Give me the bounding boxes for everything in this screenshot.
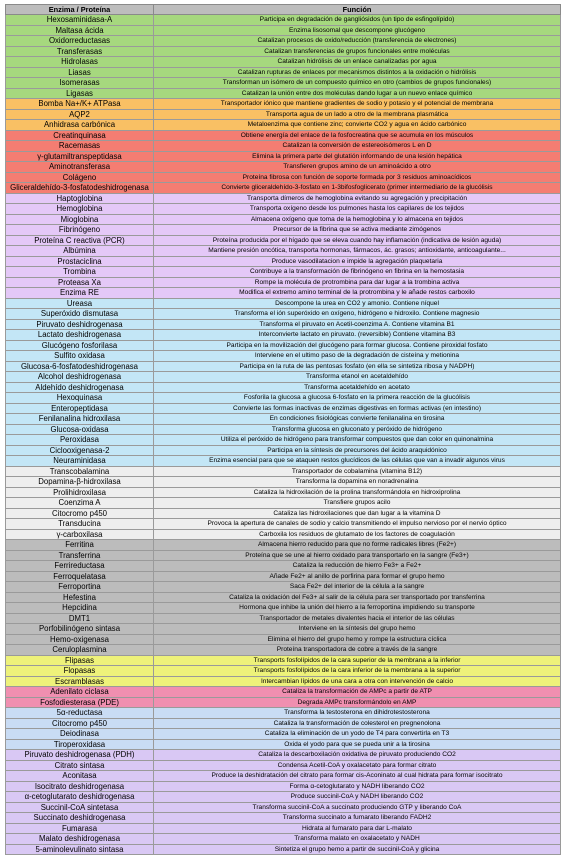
table-row (6, 466, 561, 477)
enzyme-name-cell: 5α-reductasa (6, 708, 154, 719)
function-cell: Proteína producida por el hígado que se eleva cuando hay inflamación (indicativa de lesión aguda) (154, 235, 561, 246)
enzyme-name-cell: Aminotransferasa (6, 162, 154, 173)
function-cell: Participa en la movilización del glucógeno para formar glucosa. Contiene piroxidal fosfato (154, 340, 561, 351)
table-row (6, 267, 561, 278)
table-row (6, 88, 561, 99)
function-cell: Catalizan procesos de oxido/reducción (transferencia de electrones) (154, 36, 561, 47)
enzyme-name-cell: Coenzima A (6, 498, 154, 509)
table-row (6, 361, 561, 372)
enzyme-name-cell: Prolihidroxilasa (6, 487, 154, 498)
function-cell: Transforman un isómero de un compuesto químico en otro (cambios de grupos funcionales) (154, 78, 561, 89)
enzyme-name-cell: Hexosaminidasa-A (6, 15, 154, 26)
function-cell: Interviene en la síntesis del grupo hemo (154, 624, 561, 635)
header-enzyme-protein: Enzima / Proteína (6, 5, 154, 15)
table-row (6, 634, 561, 645)
function-cell: Cataliza la reducción de hierro Fe3+ a Fe2+ (154, 561, 561, 572)
function-cell: Catalizan rupturas de enlaces por mecanismos distintos a la oxidación o hidrólisis (154, 67, 561, 78)
enzyme-name-cell: Enzima RE (6, 288, 154, 299)
enzyme-name-cell: Hexoquinasa (6, 393, 154, 404)
function-cell: Catalizan la conversión de estereoisómeros L en D (154, 141, 561, 152)
enzyme-name-cell: Succinato deshidrogenasa (6, 813, 154, 824)
enzyme-name-cell: Ferroquelatasa (6, 571, 154, 582)
header-function: Función (154, 5, 561, 15)
enzyme-name-cell: Ferritina (6, 540, 154, 551)
enzyme-name-cell: Ferrireductasa (6, 561, 154, 572)
table-row (6, 760, 561, 771)
function-cell: Transforma glucosa en gluconato y peróxido de hidrógeno (154, 424, 561, 435)
table-row (6, 277, 561, 288)
table-row (6, 792, 561, 803)
table-row (6, 561, 561, 572)
function-cell: Transforma el piruvato en Acetil-coenzima A. Contiene vitamina B1 (154, 319, 561, 330)
enzyme-name-cell: Citocromo p450 (6, 718, 154, 729)
table-row (6, 225, 561, 236)
function-cell: Rompe la molécula de protrombina para dar lugar a la trombina activa (154, 277, 561, 288)
function-cell: Transporta agua de un lado a otro de la membrana plasmática (154, 109, 561, 120)
table-row (6, 697, 561, 708)
enzyme-name-cell: Bomba Na+/K+ ATPasa (6, 99, 154, 110)
table-row (6, 802, 561, 813)
table-row (6, 613, 561, 624)
table-row (6, 309, 561, 320)
enzyme-name-cell: Ferroportina (6, 582, 154, 593)
function-cell: Añade Fe2+ al anillo de porfirina para formar el grupo hemo (154, 571, 561, 582)
table-row (6, 519, 561, 530)
table-row (6, 823, 561, 834)
enzyme-name-cell: Adenilato ciclasa (6, 687, 154, 698)
enzyme-name-cell: Ceruloplasmina (6, 645, 154, 656)
enzyme-name-cell: Fosfodiesterasa (PDE) (6, 697, 154, 708)
function-cell: Cataliza la transformación de AMPc a partir de ATP (154, 687, 561, 698)
enzyme-name-cell: Albúmina (6, 246, 154, 257)
function-cell: Enzima esencial para que se ataquen restos glucídicos de las células que van a invadir algunos virus (154, 456, 561, 467)
function-cell: Transfieren grupos amino de un aminoácido a otro (154, 162, 561, 173)
enzyme-name-cell: Hemoglobina (6, 204, 154, 215)
enzyme-name-cell: DMT1 (6, 613, 154, 624)
enzyme-name-cell: Aconitasa (6, 771, 154, 782)
enzyme-name-cell: Flipasas (6, 655, 154, 666)
table-row (6, 403, 561, 414)
table-row (6, 162, 561, 173)
function-cell: Transforma succinato a fumarato liberando FADH2 (154, 813, 561, 824)
enzyme-name-cell: Haptoglobina (6, 193, 154, 204)
enzyme-name-cell: Deiodinasa (6, 729, 154, 740)
table-row (6, 487, 561, 498)
table-row (6, 351, 561, 362)
function-cell: Fosforila la glucosa a glucosa 6-fosfato en la primera reacción de la glucólisis (154, 393, 561, 404)
table-row (6, 130, 561, 141)
table-row (6, 844, 561, 855)
table-row (6, 435, 561, 446)
table-row (6, 172, 561, 183)
enzyme-name-cell: Ligasas (6, 88, 154, 99)
function-cell: Cataliza la hidroxilación de la prolina transformándola en hidroxiprolina (154, 487, 561, 498)
enzyme-name-cell: Fibrinógeno (6, 225, 154, 236)
enzyme-name-cell: Colágeno (6, 172, 154, 183)
enzyme-name-cell: Glucosa-6-fosfatodeshidrogenasa (6, 361, 154, 372)
function-cell: Participa en degradación de gangliósidos (un tipo de esfingolípido) (154, 15, 561, 26)
enzyme-name-cell: Hemo-oxigenasa (6, 634, 154, 645)
enzyme-name-cell: Flopasas (6, 666, 154, 677)
table-row (6, 498, 561, 509)
function-cell: Utiliza el peróxido de hidrógeno para transformar compuestos que dan color en quinonalmina (154, 435, 561, 446)
function-cell: Produce la deshidratación del citrato para formar cis-Aconinato al cual hidrata para formar isocitrato (154, 771, 561, 782)
enzyme-name-cell: Piruvato deshidrogenasa (PDH) (6, 750, 154, 761)
function-cell: Transforma acetaldehído en acetato (154, 382, 561, 393)
function-cell: Degrada AMPc transformándolo en AMP (154, 697, 561, 708)
table-row (6, 771, 561, 782)
enzyme-name-cell: Citocromo p450 (6, 508, 154, 519)
function-cell: Transforma el ión superóxido en oxígeno, hidrógeno e hidroxilo. Contiene magnesio (154, 309, 561, 320)
table-row (6, 813, 561, 824)
table-row (6, 582, 561, 593)
table-row (6, 666, 561, 677)
function-cell: Proteína fibrosa con función de soporte formada por 3 residuos aminoacídicos (154, 172, 561, 183)
table-row (6, 624, 561, 635)
enzyme-function-table (5, 4, 561, 855)
enzyme-name-cell: Aldehído deshidrogenasa (6, 382, 154, 393)
enzyme-name-cell: Liasas (6, 67, 154, 78)
enzyme-name-cell: Prostaciclina (6, 256, 154, 267)
function-cell: Transforma malato en oxalacetato y NADH (154, 834, 561, 845)
table-row (6, 36, 561, 47)
table-row (6, 424, 561, 435)
table-row (6, 655, 561, 666)
function-cell: Transfiere grupos acilo (154, 498, 561, 509)
enzyme-name-cell: Creatinquinasa (6, 130, 154, 141)
function-cell: Cataliza la transformación de colesterol en pregnenolona (154, 718, 561, 729)
enzyme-name-cell: Alcohol deshidrogenasa (6, 372, 154, 383)
function-cell: Contribuye a la transformación de fibrinógeno en fibrina en la hemostasia (154, 267, 561, 278)
function-cell: Provoca la apertura de canales de sodio y calcio transmitiendo el impulso nervioso por el nervio óptico (154, 519, 561, 530)
table-row (6, 645, 561, 656)
table-row (6, 67, 561, 78)
table-row (6, 330, 561, 341)
table-row (6, 676, 561, 687)
table-row (6, 477, 561, 488)
table-row (6, 414, 561, 425)
enzyme-name-cell: Porfobilinógeno sintasa (6, 624, 154, 635)
table-row (6, 834, 561, 845)
function-cell: Enzima lisosomal que descompone glucógeno (154, 25, 561, 36)
function-cell: Descompone la urea en CO2 y amonio. Contiene níquel (154, 298, 561, 309)
function-cell: Hormona que inhibe la unión del hierro a la ferroportina impidiendo su transporte (154, 603, 561, 614)
function-cell: Cataliza la oxidación del Fe3+ al salir de la célula para ser transportado por transferrina (154, 592, 561, 603)
table-row (6, 718, 561, 729)
enzyme-name-cell: Hepcidina (6, 603, 154, 614)
table-row (6, 235, 561, 246)
table-row (6, 750, 561, 761)
function-cell: Almacena hierro reducido para que no forme radicales libres (Fe2+) (154, 540, 561, 551)
table-row (6, 298, 561, 309)
table-row (6, 382, 561, 393)
function-cell: Precursor de la fibrina que se activa mediante zimógenos (154, 225, 561, 236)
function-cell: Transforma succinil-CoA a succinato produciendo GTP y liberando CoA (154, 802, 561, 813)
table-row (6, 246, 561, 257)
enzyme-name-cell: Isomerasas (6, 78, 154, 89)
table-body (6, 15, 561, 855)
enzyme-name-cell: α-cetoglutarato deshidrogenasa (6, 792, 154, 803)
function-cell: Saca Fe2+ del interior de la célula a la sangre (154, 582, 561, 593)
enzyme-name-cell: Fumarasa (6, 823, 154, 834)
function-cell: Proteína que se une al hierro oxidado para transportarlo en la sangre (Fe3+) (154, 550, 561, 561)
function-cell: Cataliza las hidroxilaciones que dan lugar a la vitamina D (154, 508, 561, 519)
function-cell: Catalizan la unión entre dos moléculas dando lugar a un nuevo enlace químico (154, 88, 561, 99)
table-row (6, 540, 561, 551)
enzyme-name-cell: Peroxidasa (6, 435, 154, 446)
function-cell: Metaloenzima que contiene zinc; convierte CO2 y agua en ácido carbónico (154, 120, 561, 131)
table-row (6, 687, 561, 698)
table-row (6, 288, 561, 299)
table-row (6, 340, 561, 351)
function-cell: Transportador de metales divalentes hacia el interior de las células (154, 613, 561, 624)
function-cell: Elimina la primera parte del glutatión informando de una lesión hepática (154, 151, 561, 162)
enzyme-name-cell: Sulfito oxidasa (6, 351, 154, 362)
enzyme-table-container (5, 4, 560, 855)
table-row (6, 25, 561, 36)
function-cell: Transporta dímeros de hemoglobina evitando su agregación y precipitación (154, 193, 561, 204)
table-row (6, 445, 561, 456)
function-cell: Transportador iónico que mantiene gradientes de sodio y potasio y el potencial de membrana (154, 99, 561, 110)
function-cell: Mantiene presión oncótica, transporta hormonas, fármacos, ác. grasos; antioxidante, anticoagulante... (154, 246, 561, 257)
enzyme-name-cell: Ureasa (6, 298, 154, 309)
enzyme-name-cell: Succinil-CoA sintetasa (6, 802, 154, 813)
function-cell: Elimina el hierro del grupo hemo y rompe la estructura cíclica (154, 634, 561, 645)
table-row (6, 15, 561, 26)
function-cell: Catalizan transferencias de grupos funcionales entre moléculas (154, 46, 561, 57)
table-row (6, 46, 561, 57)
enzyme-name-cell: Proteasa Xa (6, 277, 154, 288)
function-cell: Transportador de cobalamina (vitamina B12) (154, 466, 561, 477)
function-cell: Transforma la dopamina en noradrenalina (154, 477, 561, 488)
table-row (6, 183, 561, 194)
table-row (6, 204, 561, 215)
enzyme-name-cell: Isocitrato deshidrogenasa (6, 781, 154, 792)
table-row (6, 109, 561, 120)
table-row (6, 193, 561, 204)
enzyme-name-cell: Escramblasas (6, 676, 154, 687)
function-cell: Transforma la testosterona en dihidrotestosterona (154, 708, 561, 719)
function-cell: Interconvierte lactato en piruvato. (reversible) Contiene vitamina B3 (154, 330, 561, 341)
table-row (6, 592, 561, 603)
enzyme-name-cell: γ-glutamiltranspeptidasa (6, 151, 154, 162)
function-cell: Catalizan hidrólisis de un enlace canalizadas por agua (154, 57, 561, 68)
table-row (6, 214, 561, 225)
enzyme-name-cell: Oxidorreductasas (6, 36, 154, 47)
enzyme-name-cell: 5-aminolevulinato sintasa (6, 844, 154, 855)
enzyme-name-cell: Malato deshidrogenasa (6, 834, 154, 845)
function-cell: Cataliza la eliminación de un yodo de T4 para convertirla en T3 (154, 729, 561, 740)
table-header-row (6, 5, 561, 15)
table-row (6, 508, 561, 519)
table-row (6, 78, 561, 89)
function-cell: En condiciones fisiológicas convierte fenilanalina en tirosina (154, 414, 561, 425)
function-cell: Carboxila los residuos de glutamato de los factores de coagulación (154, 529, 561, 540)
enzyme-name-cell: Tiroperoxidasa (6, 739, 154, 750)
enzyme-name-cell: Anhidrasa carbónica (6, 120, 154, 131)
table-row (6, 99, 561, 110)
enzyme-name-cell: Glucosa-oxidasa (6, 424, 154, 435)
table-row (6, 393, 561, 404)
function-cell: Proteína transportadora de cobre a través de la sangre (154, 645, 561, 656)
function-cell: Convierte las formas inactivas de enzimas digestivas en formas activas (en intestino) (154, 403, 561, 414)
enzyme-name-cell: Neuraminidasa (6, 456, 154, 467)
enzyme-name-cell: Racemasas (6, 141, 154, 152)
enzyme-name-cell: Trombina (6, 267, 154, 278)
function-cell: Sintetiza el grupo hemo a partir de succinil-CoA y glicina (154, 844, 561, 855)
table-row (6, 571, 561, 582)
enzyme-name-cell: Mioglobina (6, 214, 154, 225)
enzyme-name-cell: Lactato deshidrogenasa (6, 330, 154, 341)
function-cell: Produce vasodilatacion e impide la agregación plaquetaria (154, 256, 561, 267)
function-cell: Participa en la síntesis de precursores del ácido araquidónico (154, 445, 561, 456)
function-cell: Cataliza la descarboxilación oxidativa de piruvato produciendo CO2 (154, 750, 561, 761)
function-cell: Convierte gliceraldehído-3-fosfato en 1-3bifosfoglicerato (primer intermediario de la glucólisis (154, 183, 561, 194)
table-row (6, 456, 561, 467)
enzyme-name-cell: Proteína C reactiva (PCR) (6, 235, 154, 246)
enzyme-name-cell: Citrato sintasa (6, 760, 154, 771)
enzyme-name-cell: Transferasas (6, 46, 154, 57)
function-cell: Obtiene energía del enlace de la fosfocreatina que se acumula en los músculos (154, 130, 561, 141)
table-row (6, 151, 561, 162)
enzyme-name-cell: Ciclooxigenasa-2 (6, 445, 154, 456)
table-row (6, 57, 561, 68)
function-cell: Interviene en el ultimo paso de la degradación de cisteína y metionina (154, 351, 561, 362)
function-cell: Modifica el extremo amino terminal de la protrombina y le añade restos carboxilo (154, 288, 561, 299)
table-row (6, 319, 561, 330)
enzyme-name-cell: Transcobalamina (6, 466, 154, 477)
enzyme-name-cell: Dopamina-β-hidroxilasa (6, 477, 154, 488)
table-row (6, 141, 561, 152)
enzyme-name-cell: Transducina (6, 519, 154, 530)
function-cell: Hidrata al fumarato para dar L-malato (154, 823, 561, 834)
function-cell: Participa en la ruta de las pentosas fosfato (en ella se sintetiza ribosa y NADPH) (154, 361, 561, 372)
function-cell: Condensa Acetil-CoA y oxalacetato para formar citrato (154, 760, 561, 771)
enzyme-name-cell: Hidrolasas (6, 57, 154, 68)
enzyme-name-cell: Fenilanalina hidroxilasa (6, 414, 154, 425)
enzyme-name-cell: Superóxido dismutasa (6, 309, 154, 320)
table-row (6, 739, 561, 750)
table-row (6, 372, 561, 383)
function-cell: Transports fosfolípidos de la cara superior de la membrana a la inferior (154, 655, 561, 666)
enzyme-name-cell: Hefestina (6, 592, 154, 603)
function-cell: Transforma etanol en acetaldehído (154, 372, 561, 383)
table-row (6, 550, 561, 561)
function-cell: Forma α-cetoglutarato y NADH liberando CO2 (154, 781, 561, 792)
table-row (6, 256, 561, 267)
enzyme-name-cell: AQP2 (6, 109, 154, 120)
function-cell: Produce succinil-CoA y NADH liberando CO2 (154, 792, 561, 803)
table-row (6, 781, 561, 792)
function-cell: Transports fosfolípidos de la cara inferior de la membrana a la superior (154, 666, 561, 677)
function-cell: Almacena oxígeno que toma de la hemoglobina y lo almacena en tejidos (154, 214, 561, 225)
table-row (6, 529, 561, 540)
function-cell: Transporta oxígeno desde los pulmones hasta los capilares de los tejidos (154, 204, 561, 215)
enzyme-name-cell: Gliceraldehído-3-fosfatodeshidrogenasa (6, 183, 154, 194)
enzyme-name-cell: Transferrina (6, 550, 154, 561)
enzyme-name-cell: γ-carboxilasa (6, 529, 154, 540)
function-cell: Intercambian lípidos de una cara a otra con intervención de calcio (154, 676, 561, 687)
table-row (6, 603, 561, 614)
table-row (6, 708, 561, 719)
enzyme-name-cell: Piruvato deshidrogenasa (6, 319, 154, 330)
enzyme-name-cell: Maltasa ácida (6, 25, 154, 36)
table-row (6, 120, 561, 131)
function-cell: Oxida el yodo para que se pueda unir a la tirosina (154, 739, 561, 750)
table-row (6, 729, 561, 740)
enzyme-name-cell: Enteropeptidasa (6, 403, 154, 414)
enzyme-name-cell: Glucógeno fosforilasa (6, 340, 154, 351)
